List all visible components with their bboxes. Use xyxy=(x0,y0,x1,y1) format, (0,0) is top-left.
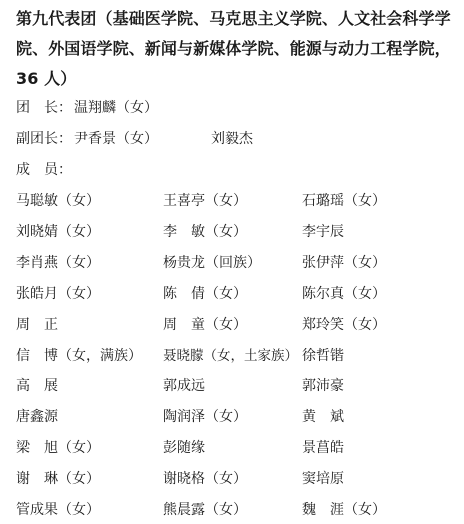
member-name: 郑玲笑（女） xyxy=(302,317,386,333)
leader-name: 温翔麟（女） xyxy=(74,100,158,116)
member-name: 魏 涯（女） xyxy=(302,502,386,518)
member-name: 彭随缘 xyxy=(163,440,205,456)
member-name: 张伊萍（女） xyxy=(302,255,386,271)
member-name: 周 正 xyxy=(16,317,58,333)
deputy-name: 尹香景（女） xyxy=(74,131,158,147)
heading-line-1: 第九代表团（基础医学院、马克思主义学院、人文社会科学学 xyxy=(16,9,451,28)
member-name: 周 童（女） xyxy=(163,317,247,333)
heading-line-3: 36 人） xyxy=(16,69,77,88)
member-name: 聂晓朦（女，土家族） xyxy=(163,348,298,364)
member-name: 谢晓格（女） xyxy=(163,471,247,487)
deputy-row xyxy=(16,129,253,149)
member-name: 马聪敏（女） xyxy=(16,193,100,209)
deputy-label: 副团长： xyxy=(16,131,72,147)
member-name: 黄 斌 xyxy=(302,409,344,425)
member-name: 杨贵龙（回族） xyxy=(163,255,261,271)
member-name: 谢 琳（女） xyxy=(16,471,100,487)
member-name: 徐哲锴 xyxy=(302,348,344,364)
member-name: 景菖皓 xyxy=(302,440,344,456)
heading-line-2: 院、外国语学院、新闻与新媒体学院、能源与动力工程学院， xyxy=(16,39,451,58)
leader-label: 团 长： xyxy=(16,100,72,116)
member-name: 高 展 xyxy=(16,378,58,394)
member-name: 郭沛豪 xyxy=(302,378,344,394)
member-name: 唐鑫源 xyxy=(16,409,58,425)
member-name: 管成果（女） xyxy=(16,502,100,518)
member-name: 陈尔真（女） xyxy=(302,286,386,302)
member-name: 王喜亭（女） xyxy=(163,193,247,209)
members-label: 成 员： xyxy=(16,162,72,178)
member-name: 陶润泽（女） xyxy=(163,409,247,425)
member-name: 张皓月（女） xyxy=(16,286,100,302)
member-name: 石璐瑶（女） xyxy=(302,193,386,209)
member-name: 李 敏（女） xyxy=(163,224,247,240)
member-name: 陈 倩（女） xyxy=(163,286,247,302)
member-name: 李宇辰 xyxy=(302,224,344,240)
members-label-row xyxy=(16,160,72,180)
member-name: 窦培原 xyxy=(302,471,344,487)
member-name: 梁 旭（女） xyxy=(16,440,100,456)
member-name: 郭成远 xyxy=(163,378,205,394)
member-name: 李肖燕（女） xyxy=(16,255,100,271)
leader-row xyxy=(16,98,158,118)
member-name: 刘晓婧（女） xyxy=(16,224,100,240)
member-name: 熊晨露（女） xyxy=(163,502,247,518)
deputy-extra-name: 刘毅杰 xyxy=(211,131,253,147)
member-name: 信 博（女，满族） xyxy=(16,348,142,364)
delegation-heading xyxy=(16,4,456,94)
